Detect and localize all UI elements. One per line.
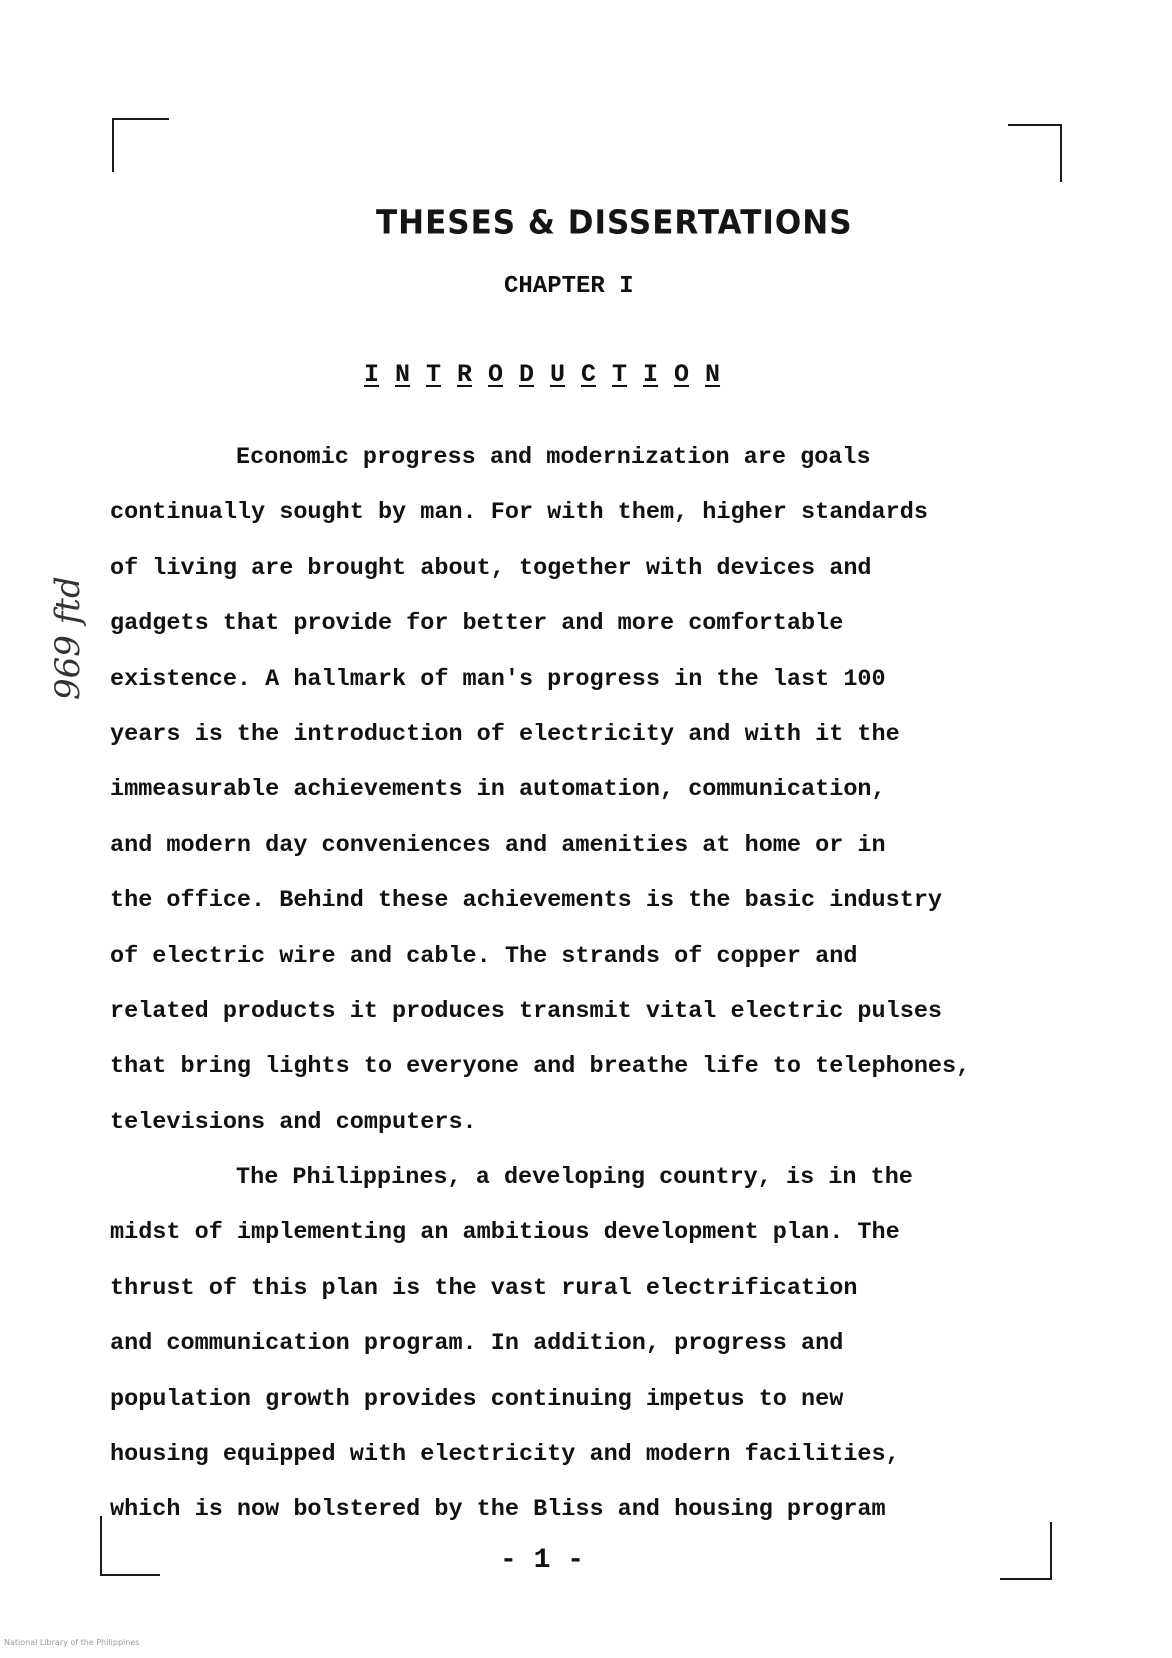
paragraph-line: of electric wire and cable. The strands of copper and bbox=[110, 942, 858, 970]
paragraph-line: immeasurable achievements in automation, communication, bbox=[110, 776, 886, 804]
paragraph-line: continually sought by man. For with them, higher standards bbox=[110, 499, 928, 527]
body-text bbox=[110, 430, 1120, 1538]
heading-letter: R bbox=[457, 360, 473, 389]
paragraph-line: the office. Behind these achievements is the basic industry bbox=[110, 887, 943, 915]
paragraph-line: housing equipped with electricity and modern facilities, bbox=[110, 1441, 900, 1469]
paragraph-line: existence. A hallmark of man's progress in the last 100 bbox=[110, 665, 886, 693]
paragraph-line: and modern day conveniences and amenities at home or in bbox=[110, 831, 886, 859]
heading-letter: N bbox=[705, 360, 721, 389]
paragraph-line: related products it produces transmit vital electric pulses bbox=[110, 997, 943, 1025]
paragraph-line: and communication program. In addition, progress and bbox=[110, 1330, 844, 1358]
paragraph-line: thrust of this plan is the vast rural electrification bbox=[110, 1274, 858, 1302]
heading-letter: N bbox=[395, 360, 411, 389]
heading-letter: I bbox=[643, 360, 659, 389]
paragraph-line: years is the introduction of electricity and with it the bbox=[110, 720, 900, 748]
paragraph-line: which is now bolstered by the Bliss and housing program bbox=[110, 1496, 886, 1524]
chapter-title: CHAPTER I bbox=[504, 273, 634, 300]
heading-letter: O bbox=[488, 360, 504, 389]
heading-letter: T bbox=[426, 360, 442, 389]
handwritten-margin-note: 969 ftd bbox=[48, 576, 88, 700]
heading-letter: C bbox=[581, 360, 597, 389]
paragraph-line: of living are brought about, together with devices and bbox=[110, 554, 872, 582]
paragraph-line: gadgets that provide for better and more comfortable bbox=[110, 610, 844, 638]
introduction-heading bbox=[364, 360, 736, 389]
heading-letter: O bbox=[674, 360, 690, 389]
paragraph-line: televisions and computers. bbox=[110, 1108, 477, 1136]
footer-watermark: National Library of the Philippines bbox=[4, 1638, 140, 1647]
paragraph-line: The Philippines, a developing country, is in the bbox=[236, 1164, 913, 1192]
paragraph-line: population growth provides continuing impetus to new bbox=[110, 1385, 844, 1413]
paragraph-line: midst of implementing an ambitious development plan. The bbox=[110, 1219, 900, 1247]
corner-mark-top-left bbox=[112, 118, 169, 172]
heading-letter: I bbox=[364, 360, 380, 389]
paragraph-line: Economic progress and modernization are goals bbox=[236, 444, 871, 471]
paragraph-line: that bring lights to everyone and breathe life to telephones, bbox=[110, 1053, 971, 1081]
page-number: - 1 - bbox=[500, 1545, 585, 1576]
heading-letter: U bbox=[550, 360, 566, 389]
heading-letter: D bbox=[519, 360, 535, 389]
corner-mark-top-right bbox=[1008, 124, 1062, 182]
heading-letter: T bbox=[612, 360, 628, 389]
theses-stamp: THESES & DISSERTATIONS bbox=[376, 204, 853, 242]
